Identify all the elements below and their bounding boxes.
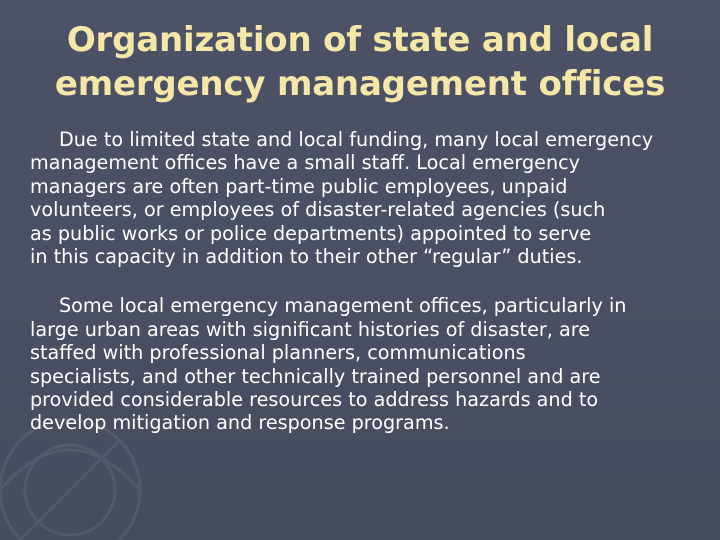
paragraph-line: in this capacity in addition to their other “regular” duties. (30, 245, 583, 269)
paragraph-line: staffed with professional planners, communications (30, 341, 526, 365)
paragraph-line: as public works or police departments) appointed to serve (30, 221, 592, 245)
slide-title-line-2: emergency management offices (54, 64, 666, 104)
paragraph-urban-offices (30, 294, 700, 434)
paragraph-funding (30, 128, 700, 268)
slide-title-line-1: Organization of state and local (66, 20, 654, 60)
slide-title (0, 18, 720, 106)
paragraph-line: specialists, and other technically trained personnel and are (30, 364, 601, 388)
paragraph-line: large urban areas with significant histories of disaster, are (30, 317, 591, 341)
paragraph-line: develop mitigation and response programs. (30, 411, 450, 435)
paragraph-line: Some local emergency management offices, particularly in (59, 294, 627, 318)
paragraph-line: managers are often part-time public employees, unpaid (30, 174, 568, 198)
slide-body (30, 128, 700, 461)
paragraph-line: provided considerable resources to address hazards and to (30, 388, 599, 412)
paragraph-line: volunteers, or employees of disaster-related agencies (such (30, 198, 606, 222)
paragraph-line: Due to limited state and local funding, many local emergency (59, 128, 654, 151)
paragraph-line: management offices have a small staff. Local emergency (30, 151, 581, 175)
